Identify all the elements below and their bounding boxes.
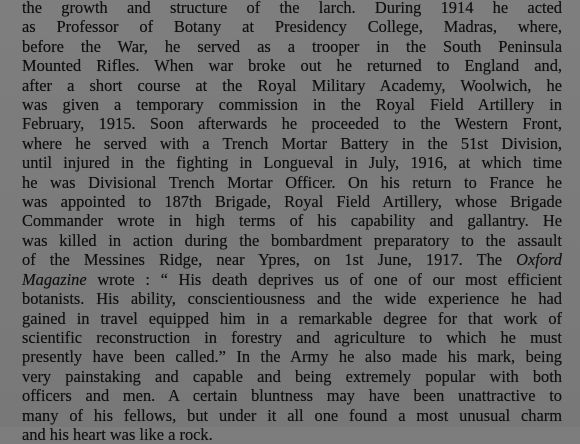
text-line <box>22 76 562 95</box>
text-line <box>22 153 562 172</box>
text-line <box>22 114 562 133</box>
text-line <box>22 425 562 444</box>
text-run: where he served with a Trench Mortar Battery in the 51st Division, <box>22 133 562 153</box>
text-line <box>22 173 562 192</box>
text-run: he was Divisional Trench Mortar Officer. On his return to France he <box>22 172 562 192</box>
text-run: many of his fellows, but under it all one found a most unusual charm <box>22 405 562 425</box>
text-run: and his heart was like a rock. <box>22 424 213 444</box>
text-line <box>22 17 562 36</box>
text-line <box>22 347 562 366</box>
italic-text: Oxford <box>516 250 562 270</box>
text-run: Mounted Rifles. When war broke out he returned to England and, <box>22 56 562 76</box>
text-line <box>22 270 562 289</box>
text-line <box>22 386 562 405</box>
text-run: scientific reconstruction in forestry and agriculture to which he must <box>22 327 562 347</box>
text-run: was killed in action during the bombardment preparatory to the assault <box>22 230 562 250</box>
text-line <box>22 95 562 114</box>
text-run: the growth and structure of the larch. During 1914 he acted <box>22 0 562 17</box>
text-line <box>22 37 562 56</box>
text-line <box>22 328 562 347</box>
text-run: February, 1915. Soon afterwards he proceeded to the Western Front, <box>22 114 562 134</box>
text-run: presently have been called.” In the Army he also made his mark, being <box>22 347 562 367</box>
text-run: wrote : “ His death deprives us of one of our most efficient <box>86 269 562 289</box>
text-run: very painstaking and capable and being extremely popular with both <box>22 366 562 386</box>
text-line <box>22 406 562 425</box>
text-run: after a short course at the Royal Military Academy, Woolwich, he <box>22 75 562 95</box>
text-run: as Professor of Botany at Presidency College, Madras, where, <box>22 17 562 37</box>
text-run: botanists. His ability, conscientiousness and the wide experience he had <box>22 289 562 309</box>
italic-text: Magazine <box>22 269 87 289</box>
text-line <box>22 289 562 308</box>
text-run: until injured in the fighting in Longueval in July, 1916, at which time <box>22 153 562 173</box>
text-line <box>22 211 562 230</box>
text-run: gained in travel equipped him in a remarkable degree for that work of <box>22 308 562 328</box>
text-line <box>22 56 562 75</box>
text-run: was given a temporary commission in the Royal Field Artillery in <box>22 95 562 115</box>
body-text <box>22 0 562 444</box>
text-run: of the Messines Ridge, near Ypres, on 1st June, 1917. The <box>22 250 517 270</box>
text-run: officers and men. A certain bluntness may have been unattractive to <box>22 386 562 406</box>
text-line <box>22 134 562 153</box>
text-line <box>22 309 562 328</box>
text-run: before the War, he served as a trooper in the South Peninsula <box>22 36 562 56</box>
text-line <box>22 367 562 386</box>
text-line <box>22 0 562 17</box>
text-run: Commander wrote in high terms of his capability and gallantry. He <box>22 211 562 231</box>
text-line <box>22 192 562 211</box>
text-line <box>22 250 562 269</box>
text-run: was appointed to 187th Brigade, Royal Field Artillery, whose Brigade <box>22 192 562 212</box>
text-line <box>22 231 562 250</box>
